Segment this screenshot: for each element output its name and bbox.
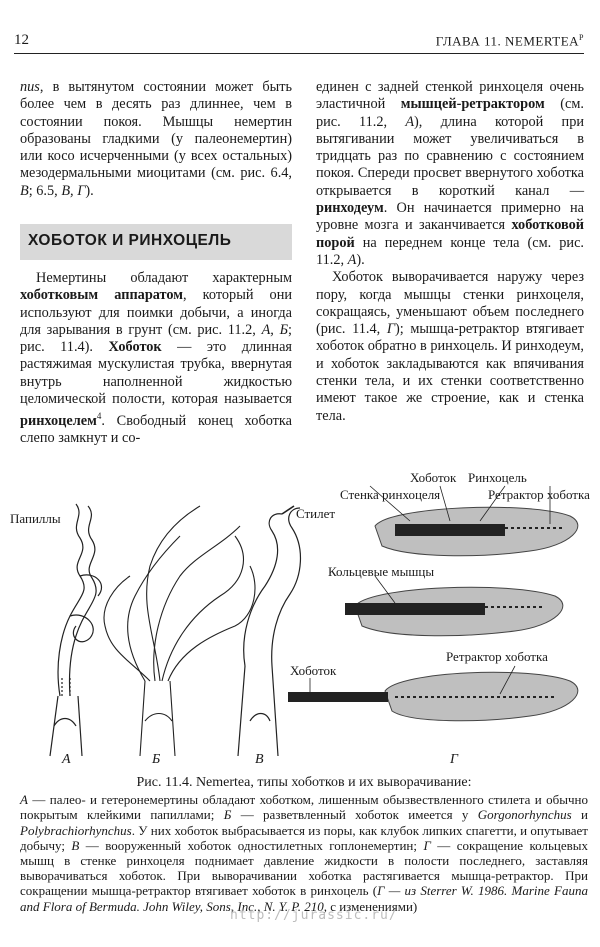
label-ring-muscles: Кольцевые мышцы xyxy=(328,564,435,579)
label-retractor-bottom: Ретрактор хоботка xyxy=(446,649,548,664)
panel-letter-a: А xyxy=(62,752,71,767)
panel-letter-b: Б xyxy=(152,752,161,767)
caption-title: Рис. 11.4. Nemertea, типы хоботков и их выворачивание: xyxy=(136,775,472,790)
figure-11-4 xyxy=(10,466,590,766)
label-rhynchocoel: Ринхоцель xyxy=(468,470,527,485)
chapter-title: ГЛАВА 11. $NEMERTEA^P$ xyxy=(435,33,584,49)
header-rule xyxy=(14,53,584,54)
page-number: 12 xyxy=(14,32,29,48)
label-proboscis-top: Хоботок xyxy=(410,470,457,485)
watermark: http://jurassic.ru/ xyxy=(230,908,398,923)
label-retractor-top: Ретрактор хоботка xyxy=(488,487,590,502)
caption-body: А — палео- и гетеронемертины обладают хоботком, лишенным обызвествленного стилета и обычно покрытым клейкими папиллами; Б — разветвленный хоботок имеется у Gorgonorhynchus и Polybrachiorhynchus. У них хоботок выбрасывается из поры, как клубок липких спагетти, и опутывает добычу; В — вооруженный хоботок одностилетных гоплонемертин; Г — сокращение кольцевых мышц в стенке ринхоцеля поднимает давление жидкости в полости последнего, заставляя выворачиваться хоботок. При выворачивании хоботка растягивается мышца-ретрактор. При сокращении мышца-ретрактор втягивает хоботок в ринхоцель (Г — из Sterrer W. 1986. Marine Fauna and Flora of Bermuda. John Wiley, Sons, Inc., N. Y. P. 210, с изменениями) xyxy=(20,792,588,914)
panel-c-drawing xyxy=(238,506,300,756)
left-column-intro xyxy=(20,79,292,200)
right-column xyxy=(316,79,584,425)
eversion-paragraph: Хоботок выворачивается наружу через пору, когда мышцы стенки ринхоцеля, сокращаясь, уменьшают объем последнего (рис. 11.4, Г); мышца-ретрактор втягивает хоботок обратно в ринхоцель. И ринходеум, и хоботок закладываются как впячивания стенки тела, и их стенки соответственно имеют такое же строение, как и стенка тела. xyxy=(316,269,584,424)
label-proboscis-bottom: Хоботок xyxy=(290,663,337,678)
panel-a-drawing xyxy=(50,504,102,756)
retractor-paragraph: единен с задней стенкой ринхоцеля очень эластичной мышцей-ретрактором (см. рис. 11.2, А), длина которой при вытягивании может увеличиваться в тридцать раз по сравнению с состоянием покоя. Спереди просвет ввернутого хоботка открывается в короткий канал — ринходеум. Он начинается примерно на уровне мозга и заканчивается хоботковой порой на переднем конце тела (см. рис. 11.2, А). xyxy=(316,79,585,268)
left-column-body xyxy=(20,270,292,448)
figure-caption xyxy=(20,775,588,914)
label-papillae: Папиллы xyxy=(10,511,61,526)
panel-letter-c: В xyxy=(255,752,264,767)
panel-b-drawing xyxy=(104,506,255,756)
label-stylet: Стилет xyxy=(296,506,336,521)
intro-paragraph: nus, в вытянутом состоянии может быть более чем в десять раз длиннее, чем в состоянии покоя. Мышцы немертин образованы гладкими (у палеонемертин) или косо исчерченными (у всех остальных) мезодермальными миоцитами (см. рис. 6.4, В; 6.5, В, Г). xyxy=(20,79,292,199)
section-title: ХОБОТОК И РИНХОЦЕЛЬ xyxy=(28,232,232,249)
page-header xyxy=(14,28,584,50)
proboscis-paragraph: Немертины обладают характерным хоботковым аппаратом, который они используют для поимки добычи, а иногда для зарывания в грунт (см. рис. 11.2, А, Б; рис. 11.4). Хоботок — это длинная растяжимая мускулистая трубка, ввернутая внутрь наполненной жидкостью целомической полости, которая называется ринхоцелем$^4$. Свободный конец хоботка слепо замкнут и со- xyxy=(20,270,293,447)
panel-letter-g: Г xyxy=(450,752,458,767)
label-rhynchocoel-wall: Стенка ринхоцеля xyxy=(340,487,441,502)
